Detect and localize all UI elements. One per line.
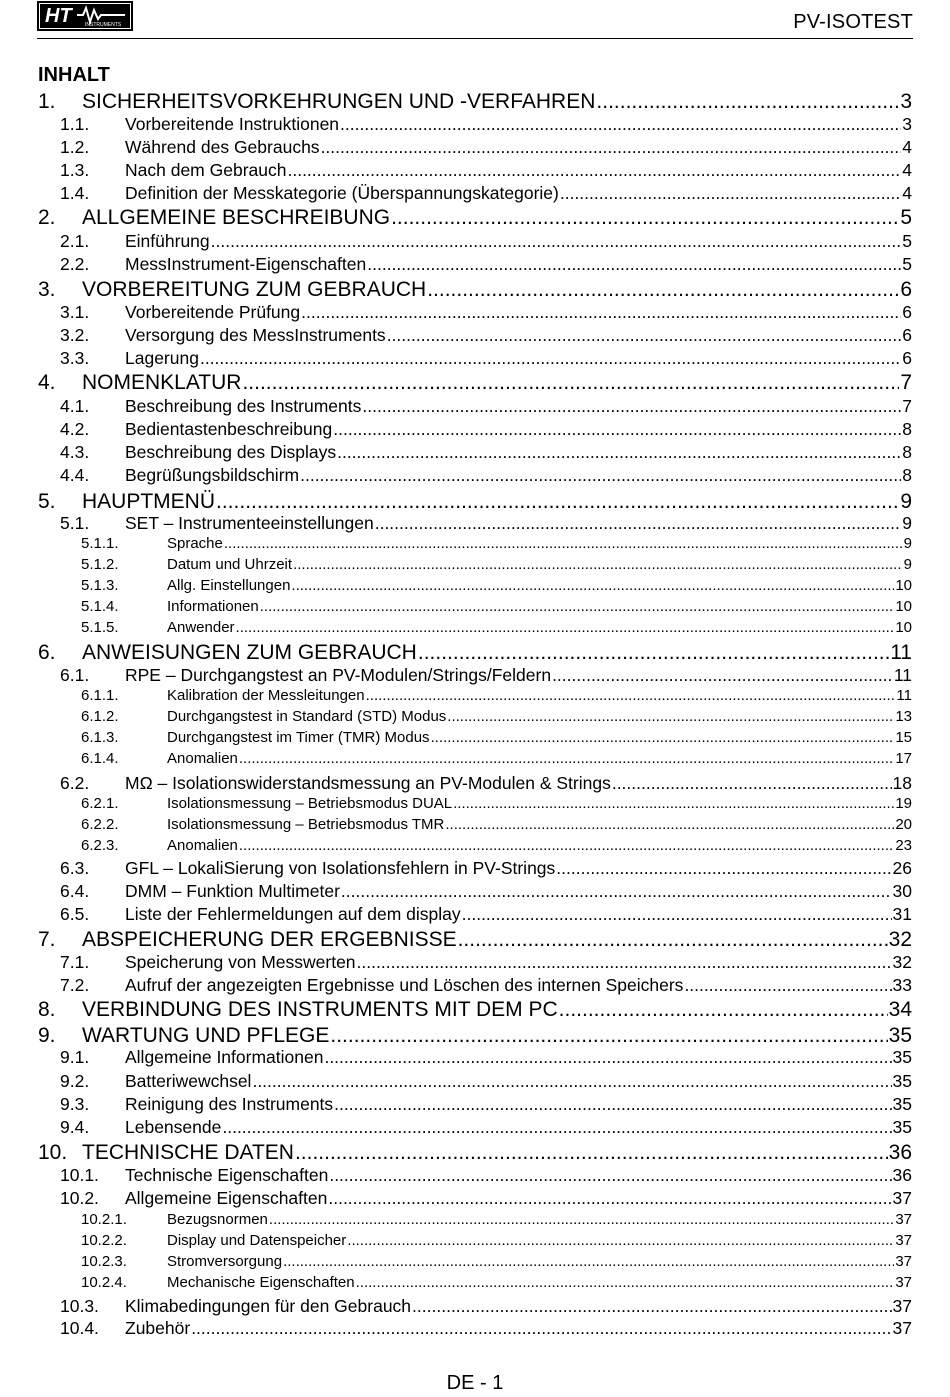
toc-entry[interactable] [38,1318,912,1340]
toc-entry-page: 33 [892,975,912,995]
toc-entry-title: Sprache [167,535,223,552]
toc-entry-number: 7. [38,928,56,951]
toc-entry-title: Während des Gebrauchs [125,137,320,157]
toc-entry[interactable] [38,1071,912,1093]
toc-dot-leader [283,1253,894,1270]
toc-entry-page: 3 [902,114,912,134]
toc-entry[interactable] [38,619,912,639]
toc-entry-page: 26 [892,858,912,878]
toc-entry-page: 34 [888,998,912,1021]
document-title: PV-ISOTEST [793,11,913,33]
toc-entry[interactable] [38,975,912,997]
toc-entry[interactable] [38,419,912,441]
toc-entry-title: VERBINDUNG DES INSTRUMENTS MIT DEM PC [82,998,558,1021]
toc-entry-title: Reinigung des Instruments [125,1094,334,1114]
toc-entry-number: 6.2.1. [81,795,119,812]
toc-entry-title: Speicherung von Messwerten [125,952,356,972]
toc-entry-number: 5.1.2. [81,556,119,573]
toc-entry[interactable] [38,371,912,395]
toc-entry-number: 6. [38,641,56,664]
svg-text:HT: HT [45,5,72,27]
toc-entry-title: Lebensende [125,1117,222,1137]
toc-entry-page: 8 [902,419,912,439]
toc-entry-page: 3 [900,90,912,113]
toc-entry-number: 2.1. [60,231,90,251]
toc-dot-leader [412,1296,891,1317]
ht-logo [37,1,133,31]
toc-entry[interactable] [38,577,912,597]
toc-dot-leader [301,302,901,323]
toc-entry[interactable] [38,1232,912,1252]
toc-entry-title: Zubehör [125,1318,191,1338]
toc-entry-title: Batteriwewchsel [125,1071,252,1091]
toc-entry-page: 37 [892,1296,912,1316]
toc-entry[interactable] [38,465,912,487]
toc-entry-number: 2.2. [60,254,90,274]
toc-entry-number: 10.2.4. [81,1274,127,1291]
toc-dot-leader [559,998,888,1022]
toc-entry-number: 10.2.1. [81,1211,127,1228]
toc-entry[interactable] [38,881,912,903]
toc-entry-title: TECHNISCHE DATEN [82,1141,294,1164]
toc-entry-number: 3.1. [60,302,90,322]
toc-entry-page: 31 [892,904,912,924]
toc-dot-leader [300,465,901,486]
toc-entry[interactable] [38,687,912,707]
toc-entry-page: 5 [902,254,912,274]
toc-entry[interactable] [38,183,912,205]
toc-entry[interactable] [38,598,912,618]
toc-entry-number: 1.2. [60,137,90,157]
toc-entry-title: WARTUNG UND PFLEGE [82,1024,330,1047]
toc-entry-title: Technische Eigenschaften [125,1165,329,1185]
toc-entry-page: 23 [895,837,912,854]
toc-entry-page: 37 [895,1253,912,1270]
toc-dot-leader [293,556,903,573]
toc-dot-leader [357,952,892,973]
toc-entry-number: 8. [38,998,56,1021]
toc-entry-page: 32 [892,952,912,972]
toc-entry[interactable] [38,837,912,857]
toc-entry-number: 6.5. [60,904,90,924]
toc-entry-page: 37 [892,1188,912,1208]
toc-dot-leader [340,114,901,135]
toc-entry-title: Allgemeine Informationen [125,1047,324,1067]
toc-entry-title: Stromversorgung [167,1253,283,1270]
toc-entry-page: 35 [888,1024,912,1047]
toc-entry-page: 4 [902,137,912,157]
toc-entry-number: 6.1. [60,665,90,685]
toc-entry-page: 35 [892,1047,912,1067]
toc-entry-page: 30 [892,881,912,901]
toc-dot-leader [431,729,895,746]
toc-entry[interactable] [38,665,912,687]
toc-entry[interactable] [38,998,912,1022]
toc-entry[interactable] [38,114,912,136]
toc-entry-title: Durchgangstest im Timer (TMR) Modus [167,729,430,746]
toc-entry-page: 9 [903,556,912,573]
toc-dot-leader [453,795,894,812]
toc-entry-title: MΩ – Isolationswiderstandsmessung an PV-Modulen & Strings [125,773,611,793]
toc-entry-number: 1.3. [60,160,90,180]
toc-dot-leader [334,1094,891,1115]
toc-entry-number: 6.3. [60,858,90,878]
toc-entry-page: 6 [902,302,912,322]
toc-dot-leader [287,160,901,181]
toc-entry-page: 19 [895,795,912,812]
toc-entry-page: 11 [896,687,912,704]
toc-dot-leader [362,396,901,417]
toc-dot-leader [200,348,901,369]
toc-entry-number: 10.3. [60,1296,99,1316]
toc-dot-leader [447,708,894,725]
toc-entry-page: 36 [892,1165,912,1185]
toc-entry-number: 9. [38,1024,56,1047]
toc-entry-number: 6.2.2. [81,816,119,833]
toc-dot-leader [347,1232,894,1249]
toc-entry[interactable] [38,231,912,253]
toc-entry-title: Datum und Uhrzeit [167,556,293,573]
toc-entry-title: Isolationsmessung – Betriebsmodus DUAL [167,795,453,812]
toc-entry-title: Isolationsmessung – Betriebsmodus TMR [167,816,445,833]
toc-entry-title: Allgemeine Eigenschaften [125,1188,328,1208]
toc-entry[interactable] [38,396,912,418]
toc-dot-leader [216,490,899,514]
toc-entry-page: 36 [888,1141,912,1164]
toc-entry-number: 9.2. [60,1071,90,1091]
svg-text:INSTRUMENTS: INSTRUMENTS [85,22,122,28]
toc-entry-number: 3.2. [60,325,90,345]
toc-entry-title: Mechanische Eigenschaften [167,1274,355,1291]
toc-entry-title: Vorbereitende Instruktionen [125,114,340,134]
toc-entry[interactable] [38,858,912,880]
toc-entry-number: 6.1.4. [81,750,119,767]
toc-entry[interactable] [38,816,912,836]
toc-dot-leader [239,837,894,854]
toc-dot-leader [458,928,888,952]
toc-entry-page: 5 [900,206,912,229]
toc-entry-number: 5.1.5. [81,619,119,636]
toc-entry[interactable] [38,535,912,555]
toc-entry-title: Informationen [167,598,259,615]
toc-entry[interactable] [38,1211,912,1231]
toc-entry[interactable] [38,750,912,770]
toc-entry-page: 8 [902,465,912,485]
toc-dot-leader [333,419,901,440]
toc-dot-leader [341,881,892,902]
toc-dot-leader [356,1274,895,1291]
toc-dot-leader [291,577,894,594]
toc-entry-number: 10.4. [60,1318,99,1338]
toc-dot-leader [596,90,899,114]
toc-entry[interactable] [38,348,912,370]
toc-entry[interactable] [38,1274,912,1294]
toc-entry-page: 9 [900,490,912,513]
toc-entry-page: 6 [902,348,912,368]
toc-entry-number: 9.4. [60,1117,90,1137]
toc-dot-leader [684,975,891,996]
toc-entry-title: ALLGEMEINE BESCHREIBUNG [82,206,391,229]
toc-entry-title: Nach dem Gebrauch [125,160,287,180]
toc-dot-leader [324,1047,891,1068]
toc-entry-title: Beschreibung des Displays [125,442,337,462]
toc-entry-title: Lagerung [125,348,199,368]
toc-entry-number: 7.1. [60,952,90,972]
toc-dot-leader [560,183,901,204]
toc-entry-number: 10.1. [60,1165,99,1185]
toc-entry-page: 9 [902,513,912,533]
toc-entry-title: SET – Instrumenteeinstellungen [125,513,374,533]
toc-entry-page: 13 [895,708,912,725]
toc-entry-title: Aufruf der angezeigten Ergebnisse und Löschen des internen Speichers [125,975,684,995]
toc-entry[interactable] [38,928,912,952]
toc-entry[interactable] [38,325,912,347]
toc-dot-leader [269,1211,894,1228]
toc-entry-title: Display und Datenspeicher [167,1232,347,1249]
toc-heading: INHALT [38,64,110,86]
toc-entry[interactable] [38,1188,912,1210]
toc-entry-number: 9.1. [60,1047,90,1067]
toc-dot-leader [337,442,901,463]
toc-entry-number: 6.2. [60,773,90,793]
toc-dot-leader [242,371,899,395]
toc-entry[interactable] [38,904,912,926]
toc-entry-title: Kalibration der Messleitungen [167,687,365,704]
toc-entry[interactable] [38,641,912,665]
toc-entry-page: 7 [900,371,912,394]
toc-entry-page: 18 [892,773,912,793]
toc-entry-title: Allg. Einstellungen [167,577,291,594]
toc-entry-number: 10.2.2. [81,1232,127,1249]
toc-dot-leader [211,231,902,252]
toc-entry[interactable] [38,1253,912,1273]
toc-entry-page: 32 [888,928,912,951]
toc-entry-number: 6.1.1. [81,687,119,704]
ht-logo-icon [37,1,133,31]
toc-entry-title: Anwender [167,619,235,636]
toc-entry-page: 17 [895,750,912,767]
toc-entry-page: 10 [895,598,912,615]
toc-entry-title: NOMENKLATUR [82,371,242,394]
page-header [37,0,913,39]
toc-entry-page: 6 [900,278,912,301]
toc-dot-leader [391,206,899,230]
toc-entry-page: 35 [892,1117,912,1137]
toc-dot-leader [191,1318,891,1339]
toc-entry-page: 35 [892,1071,912,1091]
toc-entry[interactable] [38,795,912,815]
toc-entry-number: 1. [38,90,56,113]
toc-entry-page: 6 [902,325,912,345]
toc-dot-leader [462,904,892,925]
toc-entry[interactable] [38,302,912,324]
toc-entry[interactable] [38,729,912,749]
toc-entry[interactable] [38,490,912,514]
toc-entry-page: 37 [895,1232,912,1249]
toc-entry-page: 5 [902,231,912,251]
toc-entry-number: 1.4. [60,183,90,203]
toc-entry[interactable] [38,1094,912,1116]
toc-entry-number: 4. [38,371,56,394]
toc-entry[interactable] [38,1024,912,1048]
toc-entry-number: 6.1.3. [81,729,119,746]
toc-entry[interactable] [38,1047,912,1069]
toc-entry-title: Klimabedingungen für den Gebrauch [125,1296,412,1316]
toc-entry-number: 2. [38,206,56,229]
toc-dot-leader [236,619,895,636]
toc-entry-title: MessInstrument-Eigenschaften [125,254,367,274]
toc-entry[interactable] [38,206,912,230]
toc-entry-number: 10. [38,1141,68,1164]
toc-dot-leader [552,665,893,686]
toc-entry-title: ANWEISUNGEN ZUM GEBRAUCH [82,641,417,664]
toc-dot-leader [330,1024,887,1048]
toc-entry-number: 6.1.2. [81,708,119,725]
toc-entry[interactable] [38,773,912,795]
toc-entry-page: 10 [895,619,912,636]
toc-entry-page: 11 [893,665,912,685]
toc-entry[interactable] [38,90,912,114]
toc-entry-title: Vorbereitende Prüfung [125,302,301,322]
toc-entry-page: 9 [903,535,912,552]
toc-entry[interactable] [38,137,912,159]
toc-entry-title: Begrüßungsbildschirm [125,465,300,485]
toc-entry-title: Durchgangstest in Standard (STD) Modus [167,708,447,725]
toc-entry-page: 20 [895,816,912,833]
toc-entry-title: ABSPEICHERUNG DER ERGEBNISSE [82,928,457,951]
toc-entry-title: Bezugsnormen [167,1211,268,1228]
toc-entry-title: Liste der Fehlermeldungen auf dem display [125,904,461,924]
toc-entry-number: 4.2. [60,419,90,439]
toc-entry-page: 37 [895,1211,912,1228]
toc-entry[interactable] [38,160,912,182]
toc-entry-title: DMM – Funktion Multimeter [125,881,340,901]
toc-entry[interactable] [38,952,912,974]
toc-entry[interactable] [38,1117,912,1139]
toc-entry-title: Anomalien [167,750,238,767]
toc-entry-number: 9.3. [60,1094,90,1114]
toc-dot-leader [329,1165,891,1186]
toc-entry-number: 6.2.3. [81,837,119,854]
page-number: DE - 1 [446,1372,504,1394]
toc-entry-number: 4.1. [60,396,90,416]
toc-dot-leader [321,137,902,158]
toc-dot-leader [612,773,892,794]
toc-entry-page: 8 [902,442,912,462]
toc-entry-number: 10.2. [60,1188,99,1208]
toc-dot-leader [252,1071,891,1092]
toc-entry-number: 5. [38,490,56,513]
toc-entry-title: Definition der Messkategorie (Überspannungskategorie) [125,183,559,203]
toc-entry[interactable] [38,556,912,576]
toc-entry-number: 4.4. [60,465,90,485]
toc-entry[interactable] [38,442,912,464]
toc-entry-number: 3.3. [60,348,90,368]
toc-entry[interactable] [38,278,912,302]
toc-entry-page: 4 [902,160,912,180]
toc-entry-page: 35 [892,1094,912,1114]
toc-entry[interactable] [38,254,912,276]
toc-entry-number: 1.1. [60,114,90,134]
toc-entry-page: 7 [902,396,912,416]
toc-entry-number: 10.2.3. [81,1253,127,1270]
toc-entry-title: RPE – Durchgangstest an PV-Modulen/Strings/Feldern [125,665,552,685]
toc-dot-leader [328,1188,891,1209]
toc-entry-number: 5.1.1. [81,535,119,552]
toc-entry-title: VORBEREITUNG ZUM GEBRAUCH [82,278,427,301]
toc-entry-number: 7.2. [60,975,90,995]
toc-entry[interactable] [38,1141,912,1165]
toc-entry-page: 4 [902,183,912,203]
toc-dot-leader [387,325,902,346]
toc-dot-leader [427,278,899,302]
toc-entry-title: Beschreibung des Instruments [125,396,362,416]
toc-entry[interactable] [38,708,912,728]
toc-entry[interactable] [38,513,912,535]
toc-dot-leader [224,535,903,552]
toc-dot-leader [366,687,896,704]
toc-dot-leader [418,641,889,665]
toc-dot-leader [222,1117,891,1138]
toc-entry-page: 37 [892,1318,912,1338]
toc-entry-title: SICHERHEITSVORKEHRUNGEN UND -VERFAHREN [82,90,596,113]
toc-dot-leader [367,254,901,275]
toc-entry-number: 3. [38,278,56,301]
toc-entry-page: 37 [895,1274,912,1291]
toc-entry-number: 5.1.3. [81,577,119,594]
toc-entry-number: 6.4. [60,881,90,901]
toc-dot-leader [295,1141,888,1165]
toc-entry-title: Bedientastenbeschreibung [125,419,333,439]
toc-entry-number: 5.1. [60,513,90,533]
toc-dot-leader [260,598,895,615]
toc-entry-page: 11 [890,641,912,664]
toc-entry-number: 4.3. [60,442,90,462]
toc-entry[interactable] [38,1296,912,1318]
toc-entry-title: GFL – LokaliSierung von Isolationsfehlern in PV-Strings [125,858,556,878]
toc-entry-number: 5.1.4. [81,598,119,615]
toc-entry-page: 15 [895,729,912,746]
toc-entry-title: Anomalien [167,837,238,854]
toc-dot-leader [375,513,902,534]
toc-dot-leader [239,750,894,767]
toc-entry[interactable] [38,1165,912,1187]
toc-entry-title: HAUPTMENÜ [82,490,216,513]
toc-entry-title: Versorgung des MessInstruments [125,325,386,345]
toc-entry-page: 10 [895,577,912,594]
toc-entry-title: Einführung [125,231,210,251]
toc-dot-leader [556,858,891,879]
toc-dot-leader [445,816,894,833]
